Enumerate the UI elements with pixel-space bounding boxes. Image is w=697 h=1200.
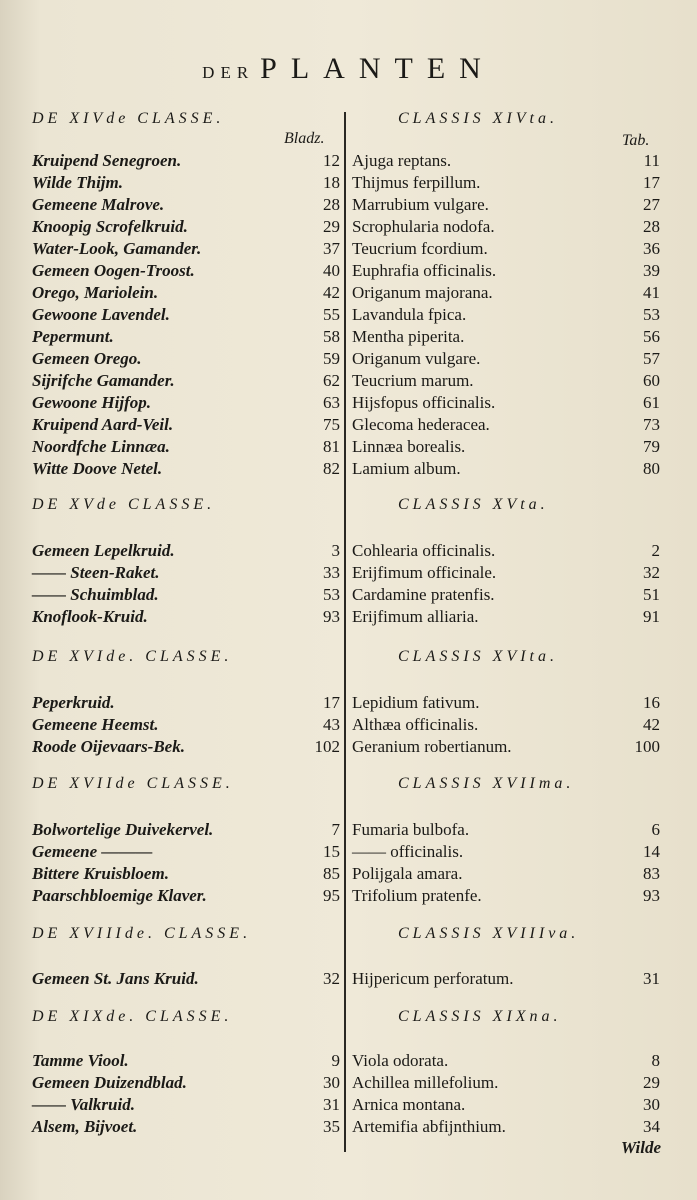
index-row (0, 194, 697, 216)
plate-number: 30 (643, 1095, 660, 1114)
index-row (0, 540, 697, 562)
latin-name: Euphrafia officinalis. (352, 261, 497, 280)
page-title (0, 52, 697, 86)
latin-name: Mentha piperita. (352, 327, 465, 346)
section-rows (0, 1050, 697, 1138)
page-number: 15 (323, 842, 340, 861)
latin-name: Glecoma hederacea. (352, 415, 490, 434)
page-number: 62 (323, 371, 340, 390)
right-column-header: Tab. (622, 132, 650, 149)
page-number: 18 (323, 173, 340, 192)
page-number: 30 (323, 1073, 340, 1092)
latin-name: Trifolium pratenfe. (352, 886, 482, 905)
plate-number: 42 (643, 715, 660, 734)
dutch-name: Gemeen St. Jans Kruid. (32, 969, 199, 988)
plate-number: 34 (643, 1117, 660, 1136)
dutch-name: Gemeene Malrove. (32, 195, 165, 214)
dutch-name: Alsem, Bijvoet. (32, 1117, 138, 1136)
section-rows (0, 692, 697, 758)
plate-number: 2 (651, 541, 660, 560)
catchword: Wilde (621, 1138, 661, 1157)
dutch-name: Noordfche Linnæa. (32, 437, 170, 456)
plate-number: 32 (643, 563, 660, 582)
plate-number: 41 (643, 283, 660, 302)
page-number: 28 (323, 195, 340, 214)
index-row (0, 692, 697, 714)
plate-number: 28 (643, 217, 660, 236)
index-row (0, 841, 697, 863)
dutch-name: Knoopig Scrofelkruid. (32, 217, 188, 236)
title-der: DER (202, 63, 255, 82)
index-row (0, 370, 697, 392)
plate-number: 39 (643, 261, 660, 280)
page-number: 35 (323, 1117, 340, 1136)
dutch-name: Bittere Kruisbloem. (32, 864, 169, 883)
latin-name: Erijfimum officinale. (352, 563, 497, 582)
index-row (0, 326, 697, 348)
plate-number: 17 (643, 173, 660, 192)
latin-name: Teucrium fcordium. (352, 239, 488, 258)
index-row (0, 584, 697, 606)
dutch-name: Paarschbloemige Klaver. (32, 886, 207, 905)
plate-number: 61 (643, 393, 660, 412)
page-number: 85 (323, 864, 340, 883)
page-number: 17 (323, 693, 340, 712)
latin-name: Ajuga reptans. (352, 151, 452, 170)
latin-name: Viola odorata. (352, 1051, 449, 1070)
page-number: 102 (314, 737, 340, 756)
latin-name: Althæa officinalis. (352, 715, 479, 734)
section-rows (0, 540, 697, 628)
dutch-name: Gemeen Oogen-Troost. (32, 261, 195, 280)
dutch-name: —— Schuimblad. (32, 585, 159, 604)
section-rows (0, 819, 697, 907)
section-heading-left: DE XVIIde CLASSE. (32, 775, 234, 792)
plate-number: 80 (643, 459, 660, 478)
page-number: 7 (331, 820, 340, 839)
plate-number: 14 (643, 842, 660, 861)
plate-number: 53 (643, 305, 660, 324)
latin-name: Cohlearia officinalis. (352, 541, 496, 560)
plate-number: 16 (643, 693, 660, 712)
page-number: 55 (323, 305, 340, 324)
index-row (0, 606, 697, 628)
plate-number: 57 (643, 349, 660, 368)
section-heading-right: CLASSIS XVIIIva. (398, 925, 580, 942)
dutch-name: Gemeen Duizendblad. (32, 1073, 187, 1092)
dutch-name: —— Steen-Raket. (32, 563, 160, 582)
index-row (0, 458, 697, 480)
plate-number: 36 (643, 239, 660, 258)
dutch-name: Knoflook-Kruid. (32, 607, 148, 626)
latin-name: Erijfimum alliaria. (352, 607, 479, 626)
plate-number: 91 (643, 607, 660, 626)
index-row (0, 714, 697, 736)
plate-number: 6 (651, 820, 660, 839)
page-number: 59 (323, 349, 340, 368)
dutch-name: Wilde Thijm. (32, 173, 123, 192)
dutch-name: Gemeene ——— (32, 842, 153, 861)
dutch-name: Gewoone Lavendel. (32, 305, 170, 324)
plate-number: 29 (643, 1073, 660, 1092)
index-row (0, 216, 697, 238)
index-row (0, 392, 697, 414)
latin-name: Geranium robertianum. (352, 737, 512, 756)
latin-name: Lamium album. (352, 459, 461, 478)
index-row (0, 885, 697, 907)
page-number: 95 (323, 886, 340, 905)
latin-name: —— officinalis. (352, 842, 464, 861)
dutch-name: Gewoone Hijfop. (32, 393, 151, 412)
latin-name: Scrophularia nodofa. (352, 217, 495, 236)
plate-number: 11 (643, 151, 660, 170)
index-row (0, 819, 697, 841)
latin-name: Cardamine pratenfis. (352, 585, 495, 604)
page-number: 31 (323, 1095, 340, 1114)
dutch-name: Gemeen Lepelkruid. (32, 541, 175, 560)
plate-number: 73 (643, 415, 660, 434)
section-heading-right: CLASSIS XVIta. (398, 648, 558, 665)
latin-name: Hijsfopus officinalis. (352, 393, 496, 412)
latin-name: Hijpericum perforatum. (352, 969, 514, 988)
plate-number: 100 (634, 737, 660, 756)
section-rows (0, 150, 697, 480)
page-number: 3 (331, 541, 340, 560)
left-column-header: Bladz. (284, 130, 325, 147)
latin-name: Fumaria bulbofa. (352, 820, 470, 839)
plate-number: 56 (643, 327, 660, 346)
plate-number: 31 (643, 969, 660, 988)
latin-name: Artemifia abfijnthium. (352, 1117, 506, 1136)
latin-name: Arnica montana. (352, 1095, 466, 1114)
section-heading-left: DE XIVde CLASSE. (32, 110, 225, 127)
plate-number: 83 (643, 864, 660, 883)
plate-number: 93 (643, 886, 660, 905)
page-number: 40 (323, 261, 340, 280)
section-heading-right: CLASSIS XIVta. (398, 110, 558, 127)
dutch-name: Tamme Viool. (32, 1051, 129, 1070)
page-number: 42 (323, 283, 340, 302)
plate-number: 60 (643, 371, 660, 390)
page-number: 43 (323, 715, 340, 734)
section-heading-left: DE XVde CLASSE. (32, 496, 216, 513)
section-heading-right: CLASSIS XVta. (398, 496, 549, 513)
index-row (0, 968, 697, 990)
dutch-name: Gemeene Heemst. (32, 715, 159, 734)
latin-name: Polijgala amara. (352, 864, 463, 883)
index-row (0, 1116, 697, 1138)
plate-number: 79 (643, 437, 660, 456)
title-main: PLANTEN (260, 52, 495, 85)
index-row (0, 1050, 697, 1072)
dutch-name: Sijrifche Gamander. (32, 371, 175, 390)
dutch-name: Bolwortelige Duivekervel. (32, 820, 214, 839)
index-row (0, 348, 697, 370)
page-number: 29 (323, 217, 340, 236)
dutch-name: —— Valkruid. (32, 1095, 135, 1114)
latin-name: Teucrium marum. (352, 371, 474, 390)
latin-name: Lepidium fativum. (352, 693, 480, 712)
latin-name: Thijmus ferpillum. (352, 173, 481, 192)
section-heading-left: DE XVIIIde. CLASSE. (32, 925, 252, 942)
section-rows (0, 968, 697, 990)
page-number: 63 (323, 393, 340, 412)
index-row (0, 260, 697, 282)
dutch-name: Roode Oijevaars-Bek. (32, 737, 185, 756)
section-heading-left: DE XIXde. CLASSE. (32, 1008, 233, 1025)
dutch-name: Gemeen Orego. (32, 349, 142, 368)
dutch-name: Kruipend Aard-Veil. (32, 415, 174, 434)
page-number: 58 (323, 327, 340, 346)
index-row (0, 436, 697, 458)
page-number: 93 (323, 607, 340, 626)
page-number: 53 (323, 585, 340, 604)
latin-name: Marrubium vulgare. (352, 195, 489, 214)
latin-name: Lavandula fpica. (352, 305, 467, 324)
dutch-name: Kruipend Senegroen. (32, 151, 182, 170)
page-number: 37 (323, 239, 340, 258)
page-number: 12 (323, 151, 340, 170)
page-number: 33 (323, 563, 340, 582)
page-number: 32 (323, 969, 340, 988)
page-number: 82 (323, 459, 340, 478)
page-number: 81 (323, 437, 340, 456)
latin-name: Origanum majorana. (352, 283, 493, 302)
latin-name: Achillea millefolium. (352, 1073, 499, 1092)
latin-name: Origanum vulgare. (352, 349, 481, 368)
index-row (0, 1094, 697, 1116)
index-row (0, 1072, 697, 1094)
plate-number: 51 (643, 585, 660, 604)
latin-name: Linnæa borealis. (352, 437, 466, 456)
index-row (0, 863, 697, 885)
index-row (0, 736, 697, 758)
index-row (0, 150, 697, 172)
page-number: 75 (323, 415, 340, 434)
dutch-name: Witte Doove Netel. (32, 459, 163, 478)
plate-number: 8 (651, 1051, 660, 1070)
dutch-name: Orego, Mariolein. (32, 283, 159, 302)
index-row (0, 238, 697, 260)
index-row (0, 282, 697, 304)
section-heading-right: CLASSIS XIXna. (398, 1008, 562, 1025)
section-heading-left: DE XVIde. CLASSE. (32, 648, 233, 665)
index-row (0, 304, 697, 326)
dutch-name: Pepermunt. (32, 327, 114, 346)
section-heading-right: CLASSIS XVIIma. (398, 775, 575, 792)
page-number: 9 (331, 1051, 340, 1070)
dutch-name: Water-Look, Gamander. (32, 239, 202, 258)
plate-number: 27 (643, 195, 660, 214)
dutch-name: Peperkruid. (32, 693, 115, 712)
index-row (0, 414, 697, 436)
index-row (0, 172, 697, 194)
index-row (0, 562, 697, 584)
